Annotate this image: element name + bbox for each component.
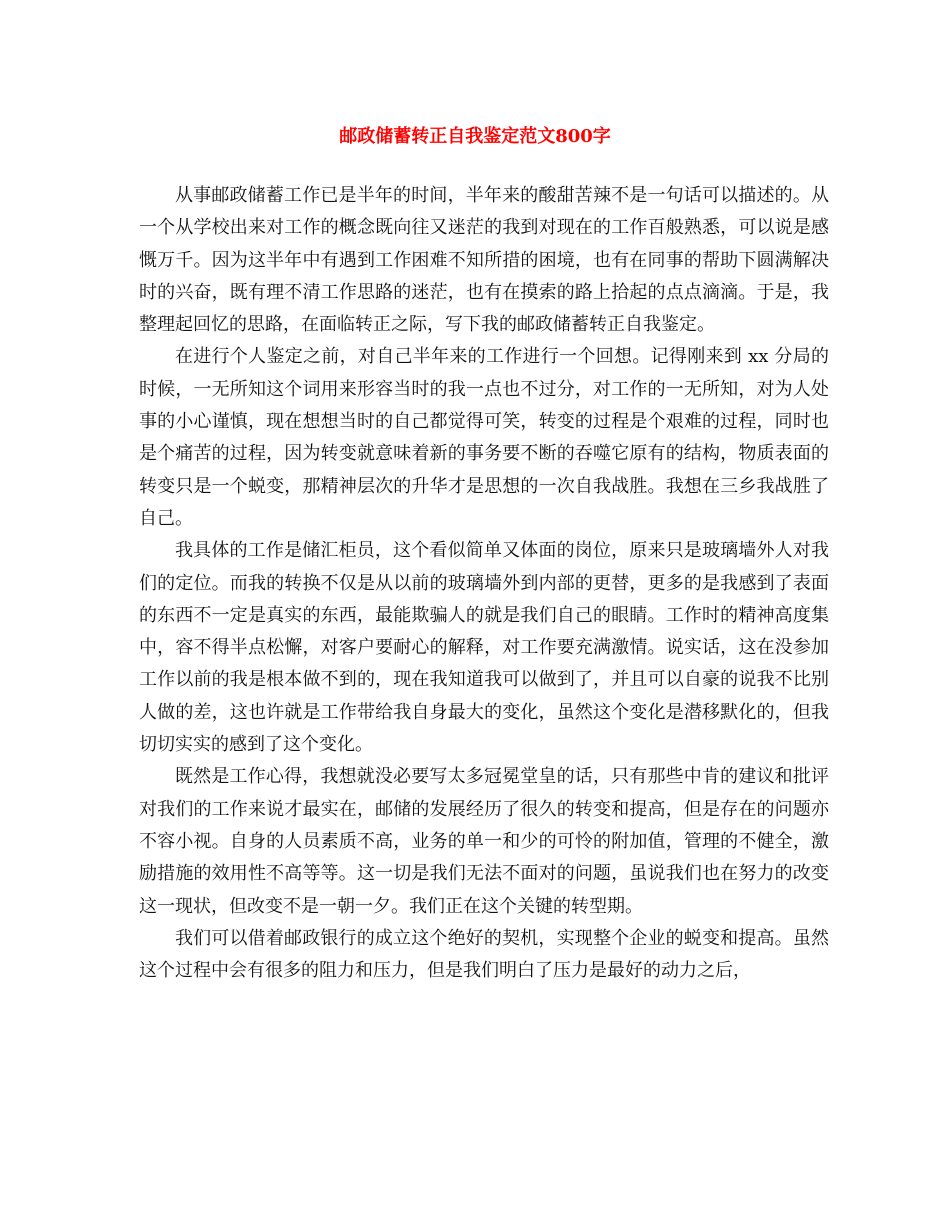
paragraph: 在进行个人鉴定之前，对自己半年来的工作进行一个回想。记得刚来到 xx 分局的时候，一无所知这个词用来形容当时的我一点也不过分，对工作的一无所知，对为人处事的小心谨慎，现在想想当时的自己都觉得可笑，转变的过程是个艰难的过程，同时也是个痛苦的过程，因为转变就意味着新的事务要不断的吞噬它原有的结构，物质表面的转变只是一个蜕变，那精神层次的升华才是思想的一次自我战胜。我想在三乡我战胜了自己。	[139, 346, 829, 529]
document-body	[139, 180, 829, 987]
paragraph: 我们可以借着邮政银行的成立这个绝好的契机，实现整个企业的蜕变和提高。虽然这个过程中会有很多的阻力和压力，但是我们明白了压力是最好的动力之后，	[139, 927, 829, 982]
paragraph: 既然是工作心得，我想就没必要写太多冠冕堂皇的话，只有那些中肯的建议和批评对我们的工作来说才最实在，邮储的发展经历了很久的转变和提高，但是存在的问题亦不容小视。自身的人员素质不高，业务的单一和少的可怜的附加值，管理的不健全，激励措施的效用性不高等等。这一切是我们无法不面对的问题，虽说我们也在努力的改变这一现状，但改变不是一朝一夕。我们正在这个关键的转型期。	[139, 766, 829, 917]
paragraph: 我具体的工作是储汇柜员，这个看似简单又体面的岗位，原来只是玻璃墙外人对我们的定位。而我的转换不仅是从以前的玻璃墙外到内部的更替，更多的是我感到了表面的东西不一定是真实的东西，最能欺骗人的就是我们自己的眼睛。工作时的精神高度集中，容不得半点松懈，对客户要耐心的解释，对工作要充满激情。说实话，这在没参加工作以前的我是根本做不到的，现在我知道我可以做到了，并且可以自豪的说我不比别人做的差，这也许就是工作带给我自身最大的变化，虽然这个变化是潜移默化的，但我切切实实的感到了这个变化。	[139, 540, 829, 756]
document-title: 邮政储蓄转正自我鉴定范文800字	[339, 126, 611, 147]
paragraph: 从事邮政储蓄工作已是半年的时间，半年来的酸甜苦辣不是一句话可以描述的。从一个从学校出来对工作的概念既向往又迷茫的我到对现在的工作百般熟悉，可以说是感慨万千。因为这半年中有遇到工作困难不知所措的困境，也有在同事的帮助下圆满解决时的兴奋，既有理不清工作思路的迷茫，也有在摸索的路上拾起的点点滴滴。于是，我整理起回忆的思路，在面临转正之际，写下我的邮政储蓄转正自我鉴定。	[139, 185, 829, 336]
